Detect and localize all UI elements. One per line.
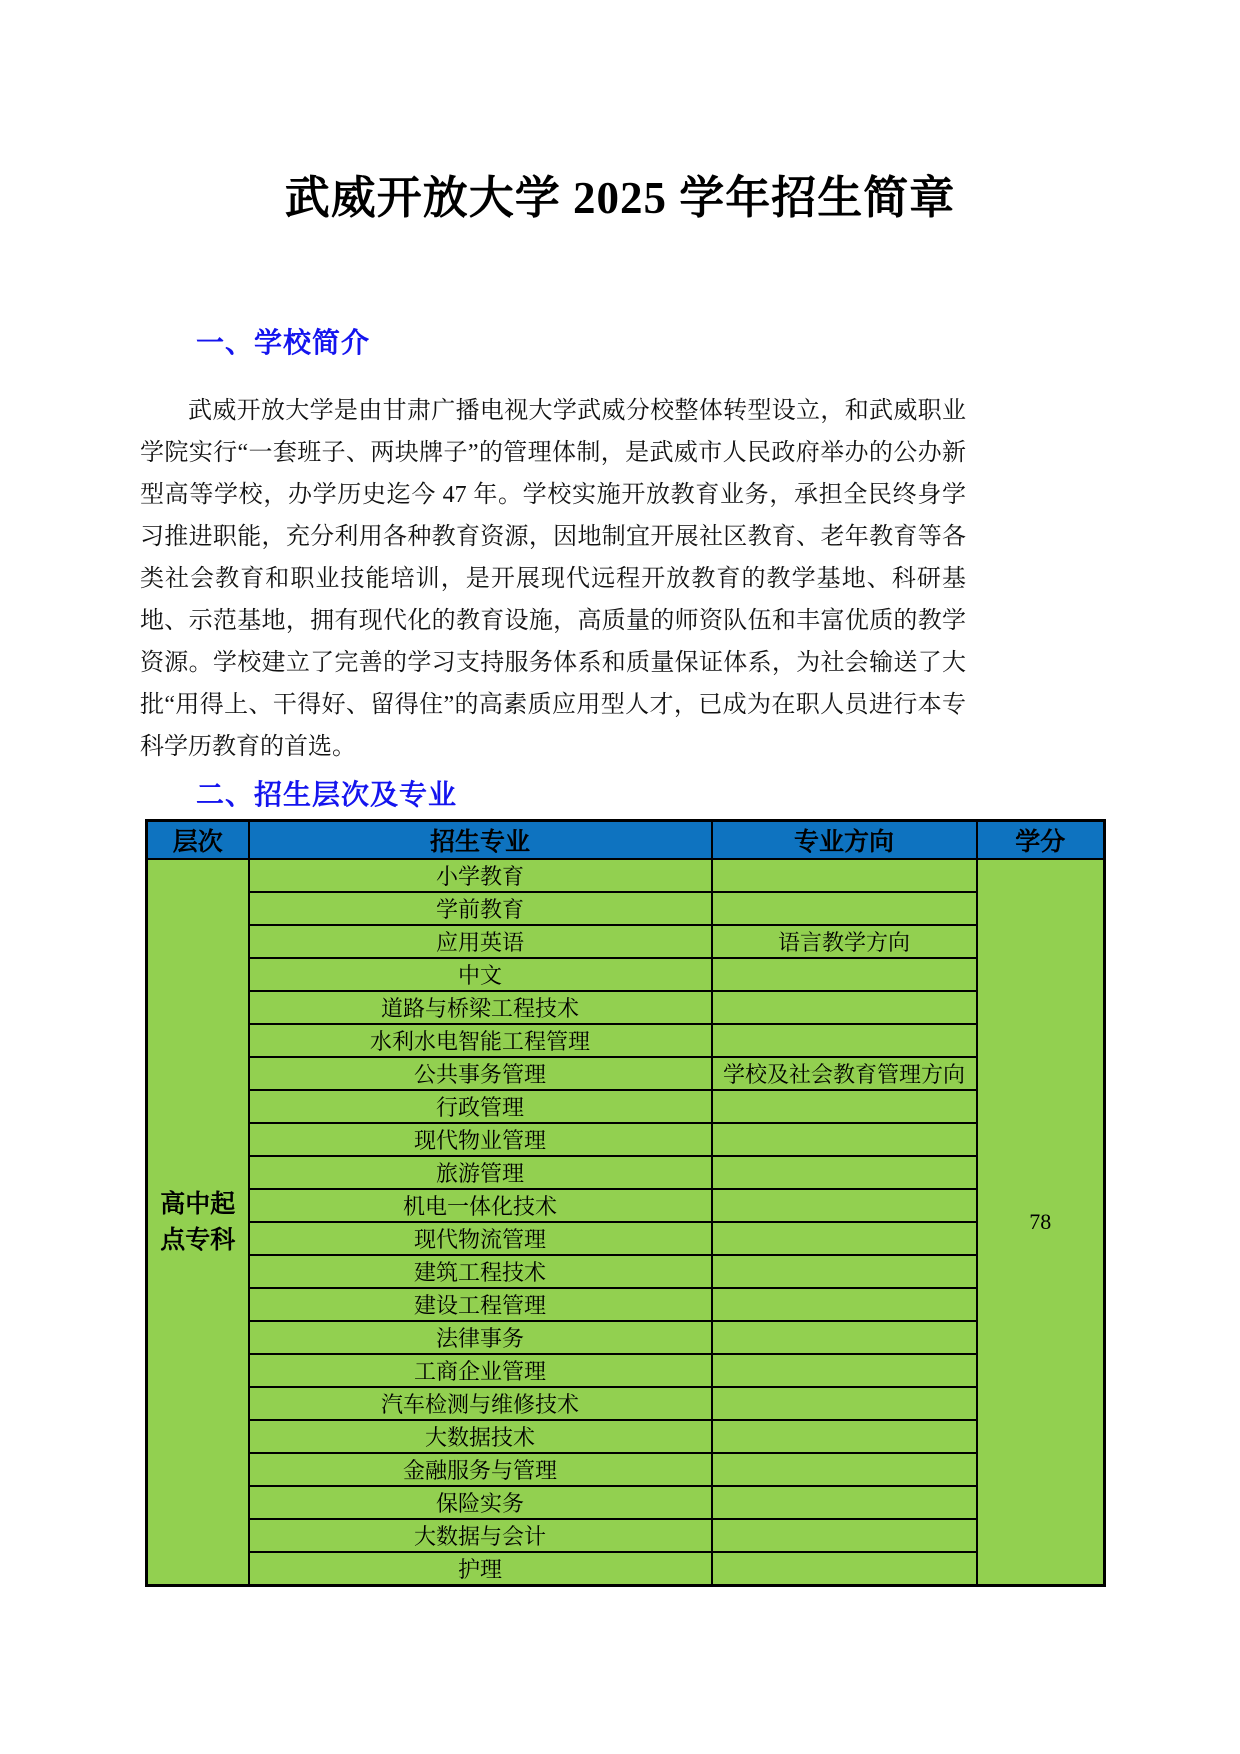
major-cell: 汽车检测与维修技术: [249, 1387, 712, 1420]
table-row: [147, 1486, 1105, 1519]
direction-cell: 学校及社会教育管理方向: [712, 1057, 977, 1090]
direction-cell: [712, 1552, 977, 1586]
major-cell: 大数据与会计: [249, 1519, 712, 1552]
major-cell: 大数据技术: [249, 1420, 712, 1453]
table-row: [147, 1453, 1105, 1486]
column-header-credits: 学分: [977, 821, 1105, 860]
table-row: [147, 1288, 1105, 1321]
direction-cell: [712, 1387, 977, 1420]
major-cell: 现代物流管理: [249, 1222, 712, 1255]
major-cell: 金融服务与管理: [249, 1453, 712, 1486]
direction-cell: [712, 1090, 977, 1123]
table-row: [147, 991, 1105, 1024]
major-cell: 小学教育: [249, 859, 712, 892]
column-header-level: 层次: [147, 821, 249, 860]
table-row: [147, 1387, 1105, 1420]
direction-cell: [712, 1024, 977, 1057]
major-cell: 法律事务: [249, 1321, 712, 1354]
direction-cell: [712, 1354, 977, 1387]
major-cell: 道路与桥梁工程技术: [249, 991, 712, 1024]
table-row: [147, 1519, 1105, 1552]
table-row: [147, 892, 1105, 925]
major-cell: 护理: [249, 1552, 712, 1586]
direction-cell: [712, 1486, 977, 1519]
direction-cell: [712, 1420, 977, 1453]
table-row: [147, 1189, 1105, 1222]
table-header-row: [147, 821, 1105, 860]
table-row: [147, 1123, 1105, 1156]
table-row: [147, 958, 1105, 991]
direction-cell: [712, 1453, 977, 1486]
direction-cell: [712, 1156, 977, 1189]
table-row: [147, 1321, 1105, 1354]
major-cell: 学前教育: [249, 892, 712, 925]
major-cell: 现代物业管理: [249, 1123, 712, 1156]
major-cell: 保险实务: [249, 1486, 712, 1519]
major-cell: 水利水电智能工程管理: [249, 1024, 712, 1057]
direction-cell: [712, 1519, 977, 1552]
document-title: 武威开放大学 2025 学年招生简章: [284, 173, 956, 223]
direction-cell: [712, 859, 977, 892]
direction-cell: [712, 892, 977, 925]
section-heading-enrollment: 二、招生层次及专业: [196, 779, 458, 810]
table-row: [147, 1024, 1105, 1057]
credits-cell: 78: [977, 859, 1105, 1586]
table-row: [147, 1420, 1105, 1453]
column-header-direction: 专业方向: [712, 821, 977, 860]
direction-cell: [712, 1189, 977, 1222]
direction-cell: [712, 958, 977, 991]
table-row: [147, 1057, 1105, 1090]
enrollment-table: [145, 819, 1106, 1587]
section-heading-intro: 一、学校简介: [196, 327, 371, 358]
table-row: [147, 1354, 1105, 1387]
table-row: [147, 925, 1105, 958]
direction-cell: 语言教学方向: [712, 925, 977, 958]
major-cell: 建筑工程技术: [249, 1255, 712, 1288]
direction-cell: [712, 1222, 977, 1255]
direction-cell: [712, 991, 977, 1024]
direction-cell: [712, 1321, 977, 1354]
level-cell: 高中起点专科: [147, 859, 249, 1586]
direction-cell: [712, 1123, 977, 1156]
major-cell: 建设工程管理: [249, 1288, 712, 1321]
table-row: [147, 1222, 1105, 1255]
direction-cell: [712, 1255, 977, 1288]
table-row: [147, 859, 1105, 892]
major-cell: 中文: [249, 958, 712, 991]
major-cell: 旅游管理: [249, 1156, 712, 1189]
major-cell: 公共事务管理: [249, 1057, 712, 1090]
intro-paragraph: 武威开放大学是由甘肃广播电视大学武威分校整体转型设立，和武威职业学院实行“一套班子、两块牌子”的管理体制，是武威市人民政府举办的公办新型高等学校，办学历史迄今 47 年。学校实施开放教育业务，承担全民终身学习推进职能，充分利用各种教育资源，因地制宜开展社区教育、老年教育等各类社会教育和职业技能培训，是开展现代远程开放教育的教学基地、科研基地、示范基地，拥有现代化的教育设施，高质量的师资队伍和丰富优质的教学资源。学校建立了完善的学习支持服务体系和质量保证体系，为社会输送了大批“用得上、干得好、留得住”的高素质应用型人才，已成为在职人员进行本专科学历教育的首选。: [140, 398, 966, 760]
column-header-major: 招生专业: [249, 821, 712, 860]
major-cell: 机电一体化技术: [249, 1189, 712, 1222]
major-cell: 工商企业管理: [249, 1354, 712, 1387]
table-row: [147, 1552, 1105, 1586]
direction-cell: [712, 1288, 977, 1321]
table-row: [147, 1090, 1105, 1123]
table-row: [147, 1255, 1105, 1288]
major-cell: 行政管理: [249, 1090, 712, 1123]
major-cell: 应用英语: [249, 925, 712, 958]
table-row: [147, 1156, 1105, 1189]
